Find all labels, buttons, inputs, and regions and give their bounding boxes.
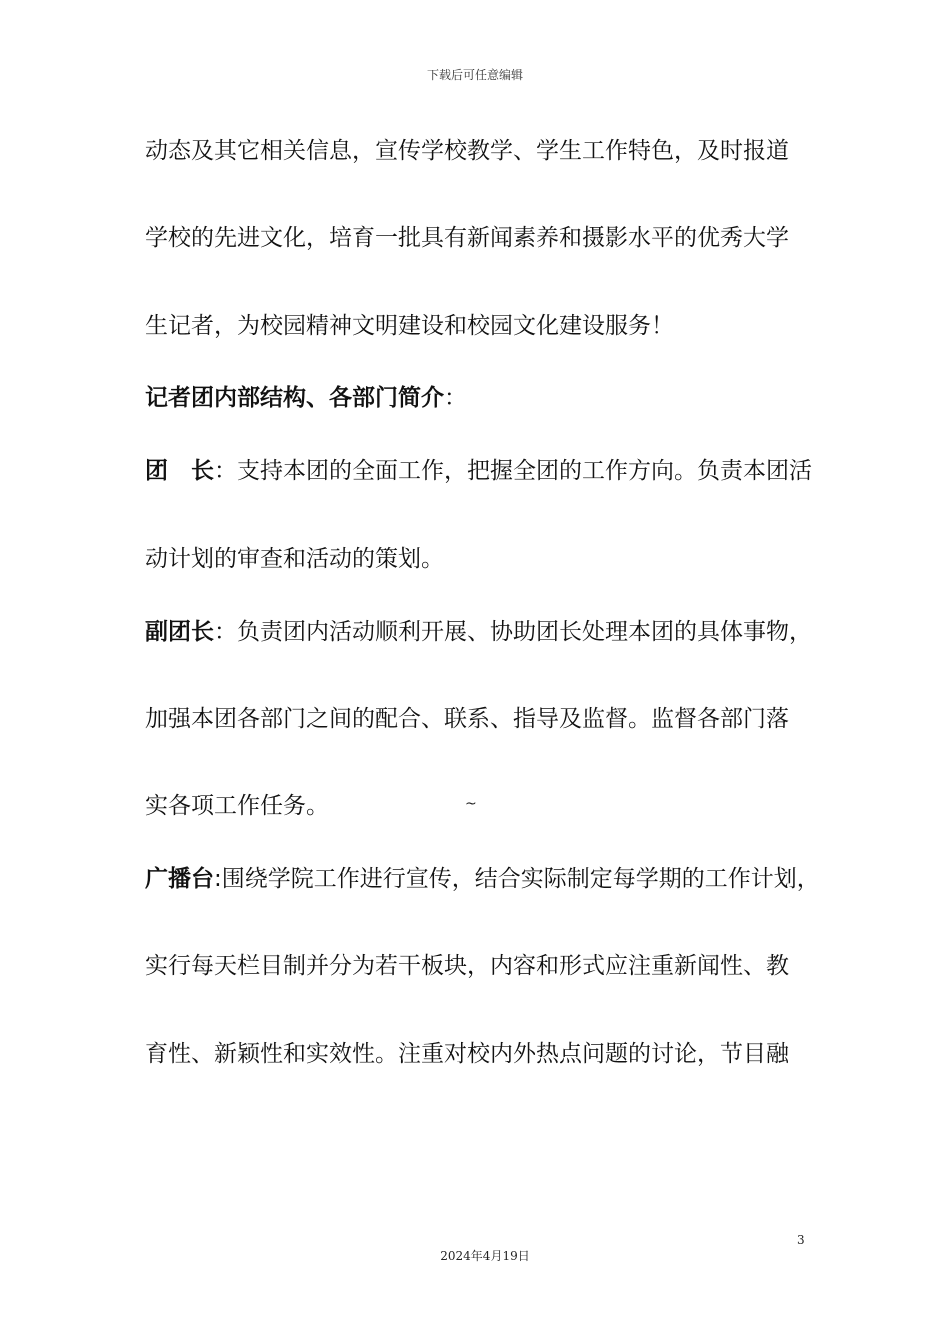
- header-note: 下载后可任意编辑: [426, 68, 523, 82]
- footer-date: 2024年4月19日: [440, 1249, 530, 1263]
- vice-line-2: 加强本团各部门之间的配合、联系、指导及监督。监督各部门落: [145, 706, 789, 732]
- radio-title: 广播台: [145, 866, 214, 892]
- leader-description-1: ：支持本团的全面工作，把握全团的工作方向。负责本团活: [214, 458, 812, 484]
- vice-description-1: ：负责团内活动顺利开展、协助团长处理本团的具体事物，: [214, 619, 812, 645]
- radio-line-1: [145, 864, 820, 894]
- vice-title: 副团长: [145, 619, 214, 645]
- vice-line-1: [145, 617, 812, 647]
- structure-heading-colon: ：: [444, 385, 467, 411]
- page-number: 3: [797, 1233, 805, 1247]
- intro-line-3: 生记者，为校园精神文明建设和校园文化建设服务！: [145, 313, 674, 339]
- radio-description-1: :围绕学院工作进行宣传，结合实际制定每学期的工作计划，: [214, 866, 820, 892]
- intro-line-1: 动态及其它相关信息，宣传学校教学、学生工作特色，及时报道: [145, 138, 789, 164]
- stray-mark: ~: [465, 796, 477, 812]
- vice-line-3: 实各项工作任务。: [145, 793, 329, 819]
- leader-line-1: [145, 456, 812, 486]
- leader-line-2: 动计划的审查和活动的策划。: [145, 546, 444, 572]
- radio-line-2: 实行每天栏目制并分为若干板块，内容和形式应注重新闻性、教: [145, 953, 789, 979]
- structure-heading-line: [145, 383, 467, 413]
- leader-title: 团 长: [145, 458, 214, 484]
- radio-line-3: 育性、新颖性和实效性。注重对校内外热点问题的讨论，节目融: [145, 1041, 789, 1067]
- intro-line-2: 学校的先进文化，培育一批具有新闻素养和摄影水平的优秀大学: [145, 225, 789, 251]
- structure-heading: 记者团内部结构、各部门简介: [145, 385, 444, 411]
